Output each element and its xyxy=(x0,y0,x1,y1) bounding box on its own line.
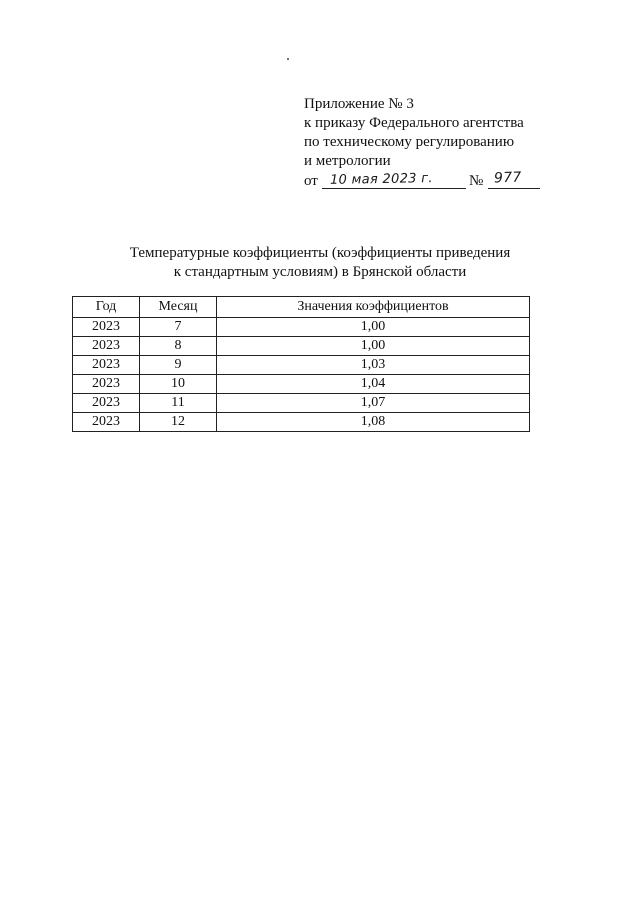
cell-value: 1,04 xyxy=(217,375,530,394)
document-title xyxy=(70,244,570,282)
header-values: Значения коэффициентов xyxy=(217,297,530,318)
table-row xyxy=(73,413,530,432)
table-row xyxy=(73,318,530,337)
table-row xyxy=(73,375,530,394)
cell-value: 1,03 xyxy=(217,356,530,375)
title-line-2: к стандартным условиям) в Брянской области xyxy=(173,264,467,280)
cell-value: 1,07 xyxy=(217,394,530,413)
cell-year: 2023 xyxy=(73,394,140,413)
appendix-line: Приложение № 3 xyxy=(304,96,414,112)
header-month: Месяц xyxy=(140,297,217,318)
cell-month: 7 xyxy=(140,318,217,337)
cell-year: 2023 xyxy=(73,356,140,375)
handwritten-number: 977 xyxy=(493,169,522,187)
scan-speck xyxy=(287,58,289,60)
appendix-header xyxy=(304,95,604,171)
appendix-line: к приказу Федерального агентства xyxy=(304,115,524,131)
cell-year: 2023 xyxy=(73,375,140,394)
coefficients-table xyxy=(72,296,530,432)
cell-value: 1,00 xyxy=(217,337,530,356)
cell-month: 11 xyxy=(140,394,217,413)
appendix-line: по техническому регулированию xyxy=(304,134,515,150)
cell-value: 1,08 xyxy=(217,413,530,432)
cell-month: 9 xyxy=(140,356,217,375)
cell-month: 8 xyxy=(140,337,217,356)
cell-month: 10 xyxy=(140,375,217,394)
from-label: от xyxy=(304,173,318,189)
title-line-1: Температурные коэффициенты (коэффициенты приведения xyxy=(129,245,511,261)
cell-month: 12 xyxy=(140,413,217,432)
table-row xyxy=(73,337,530,356)
cell-year: 2023 xyxy=(73,413,140,432)
table-header-row xyxy=(73,297,530,318)
cell-year: 2023 xyxy=(73,337,140,356)
cell-value: 1,00 xyxy=(217,318,530,337)
order-date-number-row xyxy=(304,169,604,194)
cell-year: 2023 xyxy=(73,318,140,337)
table-row xyxy=(73,394,530,413)
handwritten-date: 10 мая 2023 г. xyxy=(329,171,433,188)
table-row xyxy=(73,356,530,375)
appendix-line: и метрологии xyxy=(304,153,391,169)
number-label: № xyxy=(469,173,484,189)
header-year: Год xyxy=(73,297,140,318)
